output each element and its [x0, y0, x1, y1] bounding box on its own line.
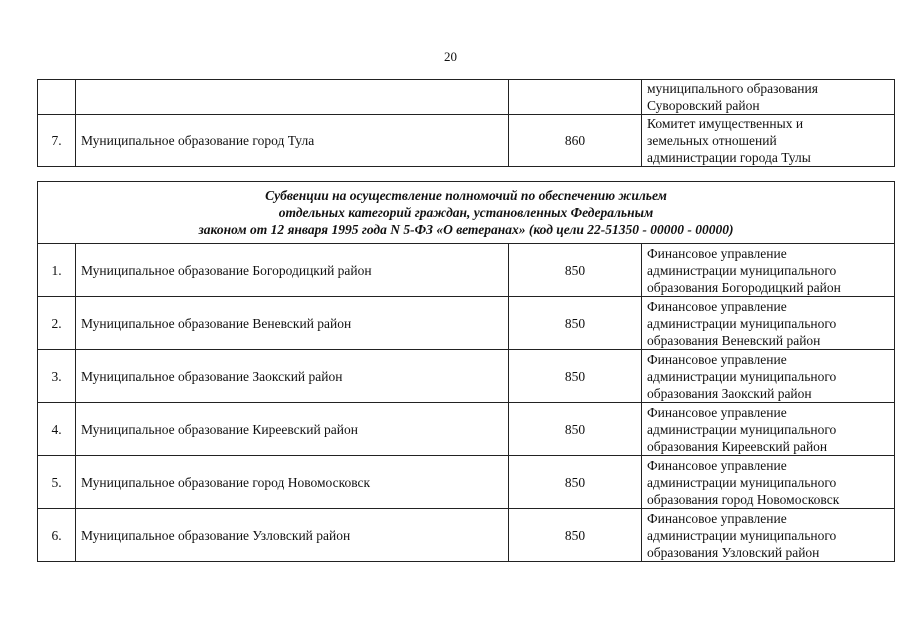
administrator-line: образования Киреевский район	[647, 438, 828, 454]
administrator-line: образования Узловский район	[647, 544, 820, 560]
administrator-line: администрации муниципального	[647, 527, 837, 543]
budget-code: 850	[509, 297, 642, 350]
administrator-line: администрации муниципального	[647, 368, 837, 384]
table-row	[38, 403, 895, 456]
administrator-line: администрации муниципального	[647, 262, 837, 278]
administrator-line: администрации муниципального	[647, 421, 837, 437]
municipality-name: Муниципальное образование город Тула	[76, 115, 509, 167]
administrator-cell	[642, 244, 895, 297]
municipality-name: Муниципальное образование Узловский район	[76, 509, 509, 562]
administrator-cell	[642, 350, 895, 403]
row-number: 7.	[38, 115, 76, 167]
administrator-cell	[642, 297, 895, 350]
row-number: 2.	[38, 297, 76, 350]
administrator-line: Суворовский район	[647, 98, 760, 113]
municipality-name: Муниципальное образование Веневский район	[76, 297, 509, 350]
section-header-row	[38, 182, 895, 244]
row-number	[38, 80, 76, 115]
administrator-cell	[642, 80, 895, 115]
administrator-cell	[642, 456, 895, 509]
budget-code: 850	[509, 244, 642, 297]
administrator-line: Финансовое управление	[647, 245, 787, 261]
table-row	[38, 80, 895, 115]
administrator-line: образования Заокский район	[647, 385, 812, 401]
municipality-name: Муниципальное образование Киреевский район	[76, 403, 509, 456]
row-number: 3.	[38, 350, 76, 403]
budget-code: 850	[509, 509, 642, 562]
administrator-line: Финансовое управление	[647, 404, 787, 420]
budget-code: 850	[509, 403, 642, 456]
municipality-name	[76, 80, 509, 115]
subsidy-table	[37, 181, 895, 562]
row-number: 6.	[38, 509, 76, 562]
administrator-line: Финансовое управление	[647, 351, 787, 367]
table-row	[38, 115, 895, 167]
budget-code: 850	[509, 350, 642, 403]
administrator-line: Финансовое управление	[647, 457, 787, 473]
administrator-line: Комитет имущественных и	[647, 116, 804, 131]
page-number: 20	[444, 49, 457, 64]
administrator-cell	[642, 115, 895, 167]
municipality-name: Муниципальное образование Богородицкий район	[76, 244, 509, 297]
row-number: 1.	[38, 244, 76, 297]
row-number: 5.	[38, 456, 76, 509]
administrator-line: Финансовое управление	[647, 510, 787, 526]
continuation-table	[37, 79, 895, 167]
section-header	[38, 182, 895, 244]
section-header-line-2: отдельных категорий граждан, установленных Федеральным	[278, 205, 654, 220]
table-row	[38, 456, 895, 509]
budget-code	[509, 80, 642, 115]
administrator-line: образования Богородицкий район	[647, 279, 841, 295]
table-row	[38, 297, 895, 350]
table-row	[38, 350, 895, 403]
administrator-line: Финансовое управление	[647, 298, 787, 314]
section-header-line-1: Субвенции на осуществление полномочий по обеспечению жильем	[265, 188, 667, 203]
budget-code: 860	[509, 115, 642, 167]
administrator-line: образования Веневский район	[647, 332, 821, 348]
administrator-line: земельных отношений	[647, 133, 777, 148]
administrator-cell	[642, 509, 895, 562]
municipality-name: Муниципальное образование город Новомосковск	[76, 456, 509, 509]
municipality-name: Муниципальное образование Заокский район	[76, 350, 509, 403]
administrator-line: образования город Новомосковск	[647, 491, 840, 507]
administrator-cell	[642, 403, 895, 456]
row-number: 4.	[38, 403, 76, 456]
table-row	[38, 509, 895, 562]
administrator-line: администрации муниципального	[647, 315, 837, 331]
administrator-line: администрации города Тулы	[647, 150, 811, 165]
administrator-line: администрации муниципального	[647, 474, 837, 490]
table-row	[38, 244, 895, 297]
section-header-line-3: законом от 12 января 1995 года N 5-ФЗ «О ветеранах» (код цели 22-51350 - 00000 - 00000)	[198, 222, 734, 237]
administrator-line: муниципального образования	[647, 81, 818, 96]
budget-code: 850	[509, 456, 642, 509]
